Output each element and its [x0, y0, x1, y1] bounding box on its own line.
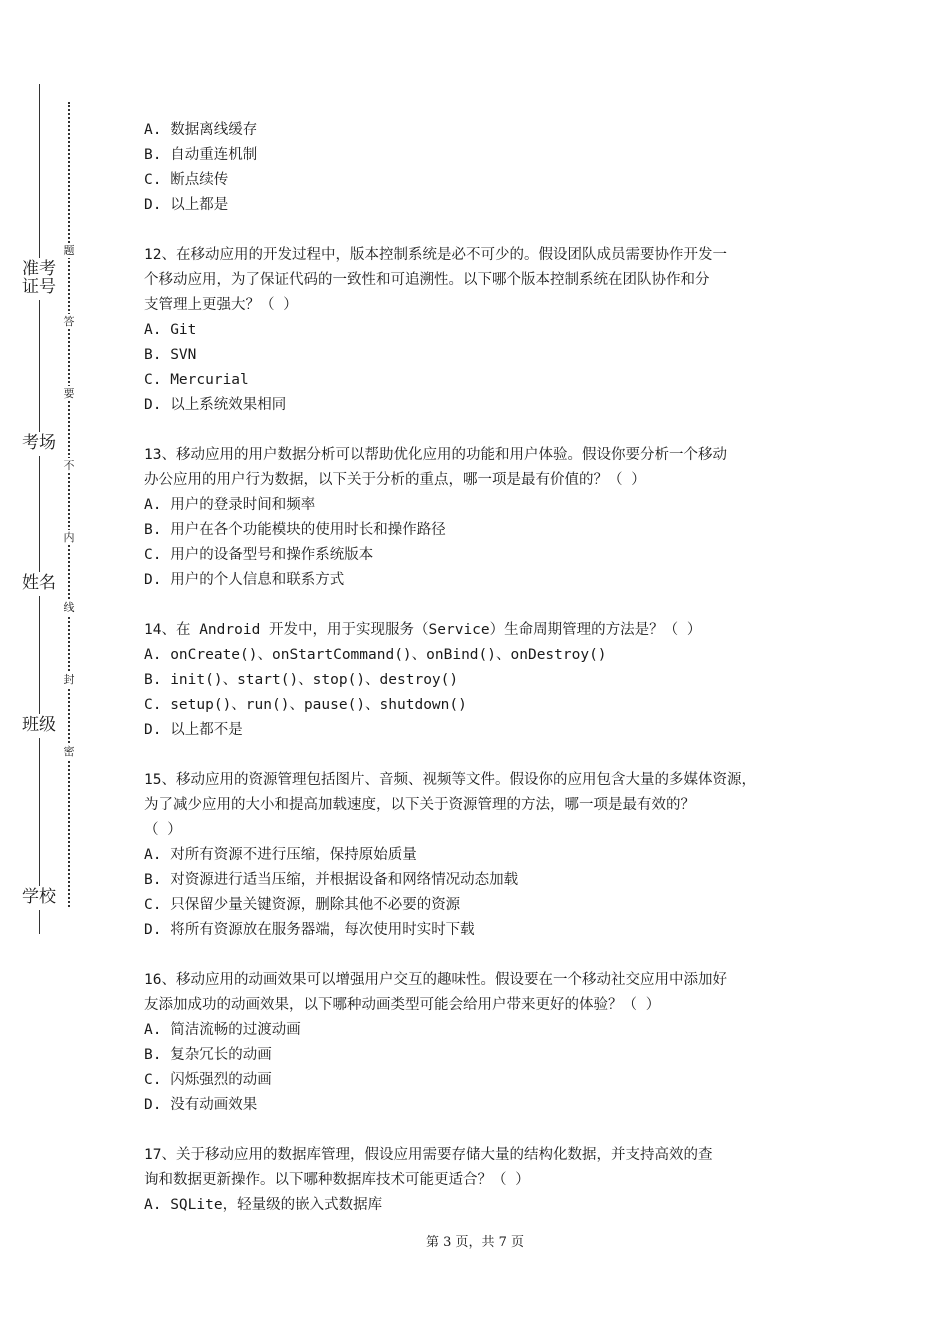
question-stem: （ ） — [144, 822, 182, 838]
option-b: B. 自动重连机制 — [144, 147, 258, 163]
question-16 — [144, 968, 824, 1118]
question-stem: 支管理上更强大？（ ） — [144, 297, 298, 313]
question-stem: 17、关于移动应用的数据库管理，假设应用需要存储大量的结构化数据，并支持高效的查 — [144, 1147, 713, 1163]
option-b: B. SVN — [144, 347, 197, 363]
previous-question-options — [144, 118, 824, 218]
option-b: B. init()、start()、stop()、destroy() — [144, 672, 459, 688]
seal-char: 内 — [61, 530, 77, 545]
option-d: D. 以上都是 — [144, 197, 229, 213]
option-c: C. 闪烁强烈的动画 — [144, 1072, 272, 1088]
seal-char: 要 — [61, 386, 77, 401]
seal-char: 答 — [61, 314, 77, 329]
option-a: A. 对所有资源不进行压缩，保持原始质量 — [144, 847, 417, 863]
option-b: B. 用户在各个功能模块的使用时长和操作路径 — [144, 522, 446, 538]
question-14 — [144, 618, 824, 743]
option-b: B. 复杂冗长的动画 — [144, 1047, 272, 1063]
option-c: C. 用户的设备型号和操作系统版本 — [144, 547, 374, 563]
option-c: C. 断点续传 — [144, 172, 229, 188]
seal-line-dotted — [68, 102, 70, 907]
seal-char: 不 — [61, 458, 77, 473]
school-label: 学校 — [22, 886, 56, 910]
question-stem: 12、在移动应用的开发过程中，版本控制系统是必不可少的。假设团队成员需要协作开发一 — [144, 247, 727, 263]
option-a: A. 用户的登录时间和频率 — [144, 497, 316, 513]
option-a: A. Git — [144, 322, 197, 338]
question-stem: 14、在 Android 开发中，用于实现服务（Service）生命周期管理的方法是？（ ） — [144, 622, 702, 638]
question-stem: 为了减少应用的大小和提高加载速度，以下关于资源管理的方法，哪一项是最有效的？ — [144, 797, 695, 813]
option-d: D. 以上都不是 — [144, 722, 243, 738]
option-d: D. 以上系统效果相同 — [144, 397, 287, 413]
binding-line-solid — [39, 84, 40, 934]
option-c: C. setup()、run()、pause()、shutdown() — [144, 697, 467, 713]
option-a: A. 简洁流畅的过渡动画 — [144, 1022, 301, 1038]
page-number: 第 3 页，共 7 页 — [425, 1235, 525, 1250]
option-d: D. 将所有资源放在服务器端，每次使用时实时下载 — [144, 922, 475, 938]
question-stem: 15、移动应用的资源管理包括图片、音频、视频等文件。假设你的应用包含大量的多媒体资源， — [144, 772, 756, 788]
option-c: C. 只保留少量关键资源，删除其他不必要的资源 — [144, 897, 461, 913]
question-stem: 个移动应用，为了保证代码的一致性和可追溯性。以下哪个版本控制系统在团队协作和分 — [144, 272, 710, 288]
seal-char: 题 — [61, 243, 77, 258]
name-label: 姓名 — [22, 572, 56, 596]
question-15 — [144, 768, 824, 943]
question-13 — [144, 443, 824, 593]
question-17 — [144, 1143, 824, 1218]
exam-room-label: 考场 — [22, 432, 56, 456]
option-b: B. 对资源进行适当压缩，并根据设备和网络情况动态加载 — [144, 872, 519, 888]
class-label: 班级 — [22, 714, 56, 738]
question-stem: 13、移动应用的用户数据分析可以帮助优化应用的功能和用户体验。假设你要分析一个移动 — [144, 447, 727, 463]
question-stem: 办公应用的用户行为数据，以下关于分析的重点，哪一项是最有价值的？（ ） — [144, 472, 646, 488]
option-d: D. 没有动画效果 — [144, 1097, 258, 1113]
question-stem: 16、移动应用的动画效果可以增强用户交互的趣味性。假设要在一个移动社交应用中添加好 — [144, 972, 727, 988]
option-d: D. 用户的个人信息和联系方式 — [144, 572, 345, 588]
option-a: A. 数据离线缓存 — [144, 122, 258, 138]
option-a: A. onCreate()、onStartCommand()、onBind()、onDestroy() — [144, 647, 607, 663]
question-12 — [144, 243, 824, 418]
seal-char: 密 — [61, 744, 77, 759]
option-a: A. SQLite，轻量级的嵌入式数据库 — [144, 1197, 383, 1213]
question-stem: 询和数据更新操作。以下哪种数据库技术可能更适合？（ ） — [144, 1172, 530, 1188]
exam-id-label: 准考证号 — [22, 258, 56, 300]
seal-char: 封 — [61, 672, 77, 687]
option-c: C. Mercurial — [144, 372, 249, 388]
question-content — [144, 118, 824, 1218]
seal-char: 线 — [61, 600, 77, 615]
question-stem: 友添加成功的动画效果，以下哪种动画类型可能会给用户带来更好的体验？（ ） — [144, 997, 661, 1013]
